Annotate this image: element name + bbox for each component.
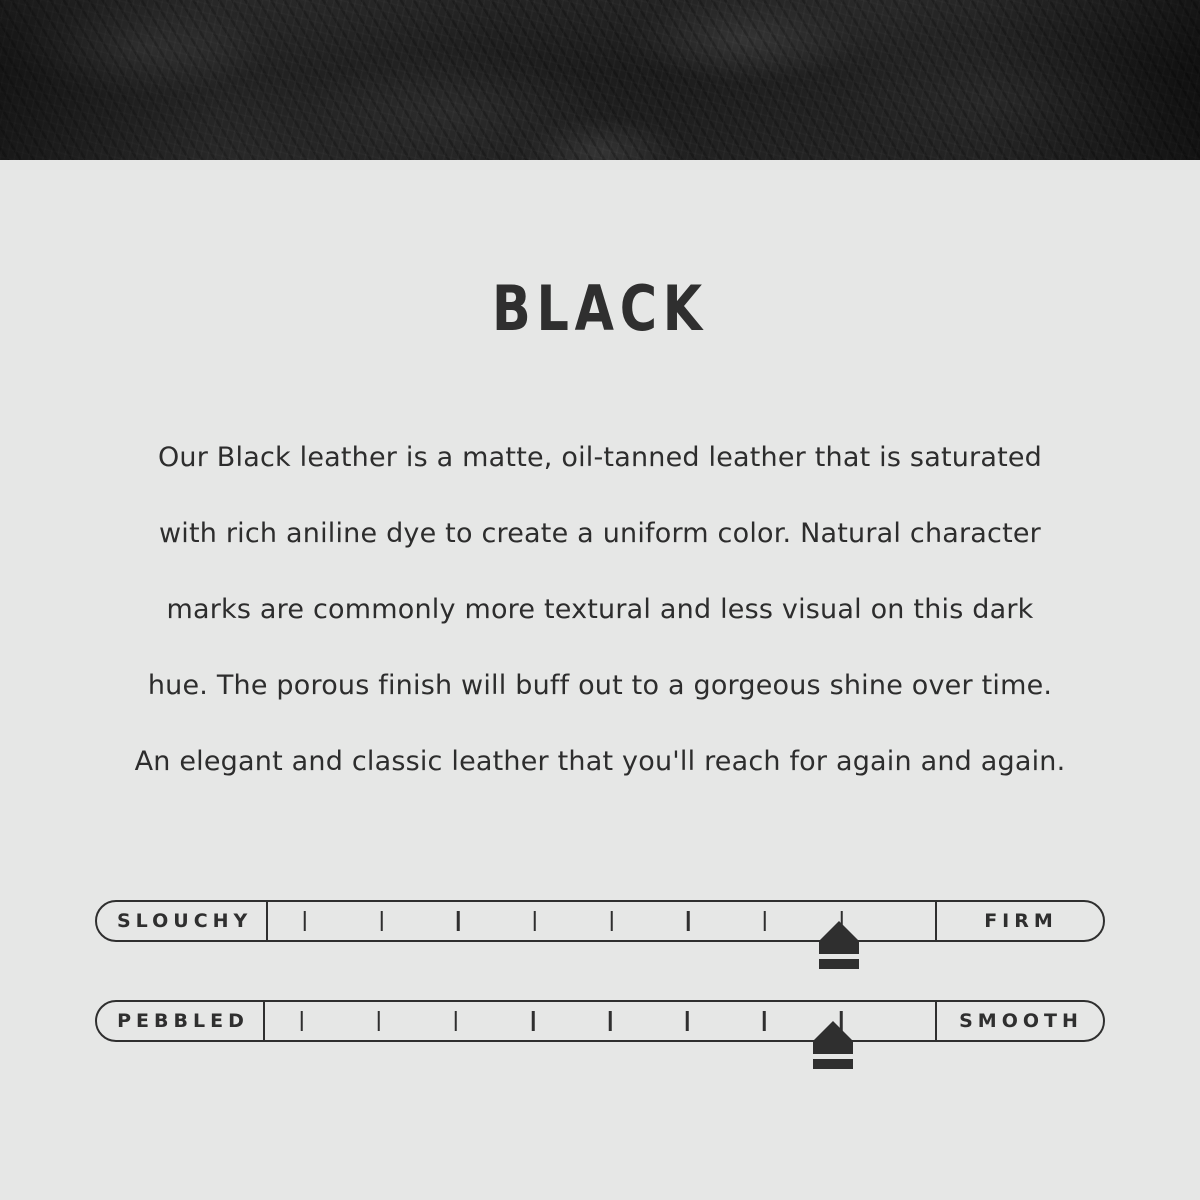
- scale-tick: [686, 1011, 689, 1031]
- scale-tick: [840, 1011, 843, 1031]
- texture-scale-bar[interactable]: [95, 1000, 1105, 1042]
- description-line: marks are commonly more textural and less visual on this dark: [166, 594, 1034, 625]
- scale-tick: [457, 911, 460, 931]
- marker-base-icon: [813, 1059, 853, 1069]
- texture-scale: [95, 1000, 1105, 1100]
- texture-scale-right-label: SMOOTH: [935, 1002, 1103, 1040]
- structure-scale: [95, 900, 1105, 1000]
- scale-tick: [534, 911, 537, 931]
- scale-tick: [609, 1011, 612, 1031]
- scale-tick: [301, 1011, 304, 1031]
- scale-tick: [455, 1011, 458, 1031]
- scale-tick: [380, 911, 383, 931]
- scale-tick: [687, 911, 690, 931]
- structure-scale-left-label: SLOUCHY: [97, 902, 268, 940]
- structure-scale-right-label: FIRM: [935, 902, 1103, 940]
- texture-scale-ticks: [265, 1002, 935, 1040]
- description-line: with rich aniline dye to create a uniform color. Natural character: [159, 518, 1041, 549]
- marker-body-icon: [813, 1040, 853, 1054]
- description-line: Our Black leather is a matte, oil-tanned leather that is saturated: [157, 442, 1043, 473]
- description-text: [130, 420, 1070, 800]
- scale-tick: [764, 911, 767, 931]
- page-title: BLACK: [492, 272, 708, 345]
- scale-tick: [610, 911, 613, 931]
- black-leather-swatch: [0, 0, 1200, 160]
- marker-base-icon: [819, 959, 859, 969]
- scale-tick: [304, 911, 307, 931]
- description-line: hue. The porous finish will buff out to a gorgeous shine over time.: [147, 670, 1053, 701]
- marker-body-icon: [819, 940, 859, 954]
- scales-section: [0, 900, 1200, 1100]
- scale-tick: [763, 1011, 766, 1031]
- structure-scale-bar[interactable]: [95, 900, 1105, 942]
- description-line: An elegant and classic leather that you'll reach for again and again.: [134, 746, 1066, 777]
- scale-tick: [532, 1011, 535, 1031]
- structure-scale-ticks: [268, 902, 935, 940]
- scale-tick: [378, 1011, 381, 1031]
- texture-scale-left-label: PEBBLED: [97, 1002, 265, 1040]
- scale-tick: [840, 911, 843, 931]
